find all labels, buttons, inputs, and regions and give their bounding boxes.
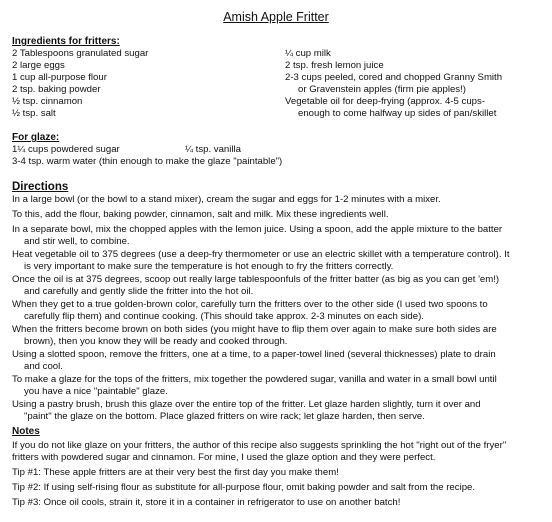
tip-line: Tip #2: If using self-rising flour as substitute for all-purpose flour, omit baking powder and salt from the recipe. (12, 482, 476, 493)
glaze-item: ¼ tsp. vanilla (185, 144, 241, 155)
direction-step (12, 249, 547, 273)
direction-line: and stir well, to combine. (24, 236, 130, 247)
ingredient-item-continued: or Gravenstein apples (firm pie apples!) (298, 84, 466, 95)
ingredient-item: 2 large eggs (12, 60, 65, 71)
direction-line: When they get to a true golden-brown color, carefully turn the fritters over to the other side (I used two spoons to (12, 299, 488, 310)
ingredient-item-continued: enough to come halfway up sides of pan/skillet (298, 108, 497, 119)
ingredient-item: 2 tsp. baking powder (12, 84, 101, 95)
direction-step (12, 299, 547, 323)
ingredient-item: 1 cup all-purpose flour (12, 72, 107, 83)
direction-line: To this, add the flour, baking powder, cinnamon, salt and milk. Mix these ingredients well. (12, 209, 389, 220)
ingredients-heading: Ingredients for fritters: (12, 36, 120, 47)
ingredient-item: ½ tsp. salt (12, 108, 56, 119)
direction-line: you have a nice "paintable" glaze. (24, 386, 168, 397)
direction-line: In a large bowl (or the bowl to a stand mixer), cream the sugar and eggs for 1-2 minutes with a mixer. (12, 194, 441, 205)
notes-line: fritters with powdered sugar and cinnamon. For mine, I used the glaze option and they were perfect. (12, 452, 436, 463)
direction-line: In a separate bowl, mix the chopped apples with the lemon juice. Using a spoon, add the apple mixture to the batter (12, 224, 503, 235)
recipe-title: Amish Apple Fritter (223, 10, 329, 24)
direction-line: To make a glaze for the tops of the fritters, mix together the powdered sugar, vanilla and water in a small bowl until (12, 374, 497, 385)
direction-line: When the fritters become brown on both sides (you might have to flip them over again to make sure both sides are (12, 324, 497, 335)
direction-step (12, 194, 547, 206)
notes-heading: Notes (12, 426, 40, 437)
tip-line: Tip #1: These apple fritters are at their very best the first day you make them! (12, 467, 339, 478)
direction-line: Heat vegetable oil to 375 degrees (use a deep-fry thermometer or use an electric skillet with a temperature control). It (12, 249, 510, 260)
direction-line: and carefully and gently slide the fritter into the hot oil. (24, 286, 254, 297)
ingredient-item: 2 Tablespoons granulated sugar (12, 48, 149, 59)
notes-line: If you do not like glaze on your fritters, the author of this recipe also suggests sprinkling the hot "right out of the fryer" (12, 440, 507, 451)
direction-line: carefully flip them) and continue cooking. (This should take approx. 2-3 minutes on each side). (24, 311, 424, 322)
direction-step (12, 374, 547, 398)
ingredient-item: 2-3 cups peeled, cored and chopped Granny Smith (285, 72, 503, 83)
ingredient-item: 2 tsp. fresh lemon juice (285, 60, 384, 71)
direction-step (12, 324, 547, 348)
ingredient-item: Vegetable oil for deep-frying (approx. 4-5 cups- (285, 96, 485, 107)
direction-step (12, 399, 547, 423)
direction-line: "paint" the glaze on the bottom. Place glazed fritters on wire rack; let glaze harden, then serve. (24, 411, 425, 422)
glaze-item: 1¼ cups powdered sugar (12, 144, 120, 155)
ingredient-item: ¼ cup milk (285, 48, 331, 59)
direction-step (12, 274, 547, 298)
direction-line: Once the oil is at 375 degrees, scoop out really large tablespoonfuls of the fritter batter (as big as you can get 'em!) (12, 274, 500, 285)
tip-line: Tip #3: Once oil cools, strain it, store it in a container in refrigerator to use on another batch! (12, 497, 401, 508)
direction-step (12, 349, 547, 373)
direction-line: is very important to make sure the temperature is hot enough to fry the fritters correctly. (24, 261, 394, 272)
direction-line: brown), then you know they will be ready and cooked through. (24, 336, 288, 347)
direction-step (12, 209, 547, 221)
direction-line: Using a slotted spoon, remove the fritters, one at a time, to a paper-towel lined (several thicknesses) plate to drain (12, 349, 496, 360)
glaze-heading: For glaze: (12, 132, 60, 143)
direction-step (12, 224, 547, 248)
direction-line: and cool. (24, 361, 63, 372)
directions-heading: Directions (12, 181, 69, 193)
glaze-item: 3-4 tsp. warm water (thin enough to make the glaze "paintable") (12, 156, 283, 167)
direction-line: Using a pastry brush, brush this glaze over the entire top of the fritter. Let glaze harden slightly, turn it over and (12, 399, 481, 410)
ingredient-item: ½ tsp. cinnamon (12, 96, 83, 107)
